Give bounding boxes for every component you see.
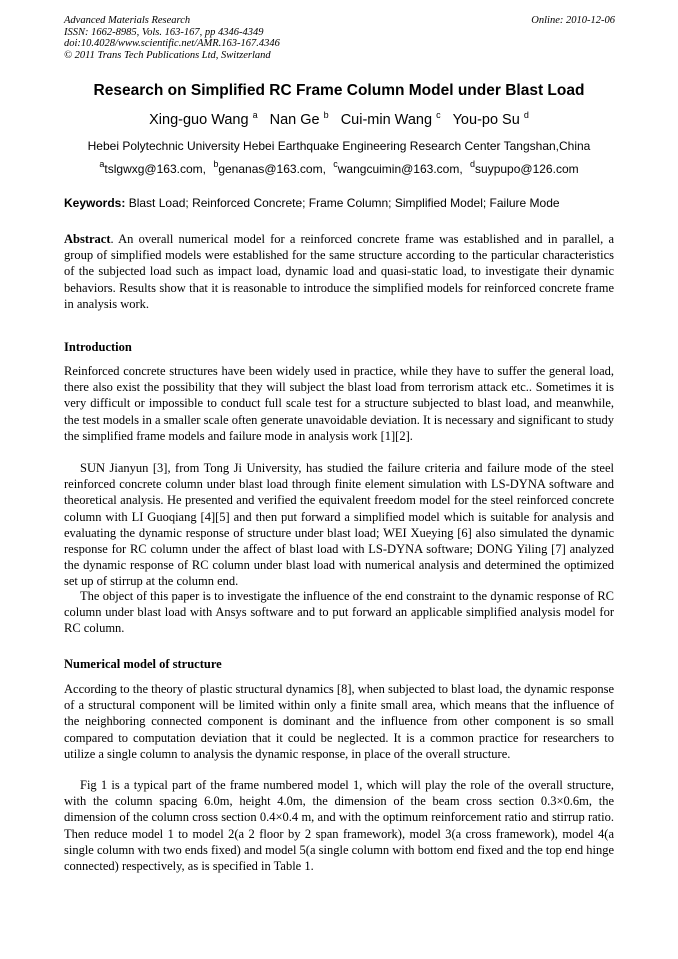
author: Xing-guo Wang $^a$	[149, 110, 258, 128]
email-list	[0, 159, 678, 176]
intro-paragraph-1: Reinforced concrete structures have been widely used in practice, while they have to suffer the general load, there also exist the possibility that they will subject the blast load from terrorism attack etc.. Sometimes it is very difficult or impossible to conduct full scale test for a structure subjected to blast load, and meanwhile, the test models in a smaller scale often generate unavoidable deviation. It is necessary and significant to study the simplified frame models and failure mode in analysis work [1][2].	[64, 364, 614, 443]
copyright-line: © 2011 Trans Tech Publications Ltd, Switzerland	[64, 49, 271, 61]
author: You-po Su $^d$	[452, 110, 529, 128]
intro-paragraph-2: SUN Jianyun [3], from Tong Ji University, has studied the failure criteria and failure mode of the steel reinforced concrete column under blast load through finite element simulation with LS-DYNA software and theoretical analysis. He presented and verified the equivalent freedom model for the steel reinforced concrete column with LI Guoqiang [4][5] and then put forward a simplified model which is suitable for analysis and evaluating the dynamic response of structure under blast load; WEI Xueying [6] also simulated the dynamic response for RC column under the affect of blast load with LS-DYNA software; DONG Yiling [7] analyzed the dynamic response of RC column under blast load with numerical analysis and determined the optimized set up of stirrup at the column end.	[64, 461, 614, 589]
numerical-paragraph-2: Fig 1 is a typical part of the frame numbered model 1, which will play the role of the overall structure, with the column spacing 6.0m, height 4.0m, the dimension of the beam cross section 0.3×0.6m, the dimension of the column cross section 0.4×0.4 m, and with the optimum reinforcement ratio and stirrup ratio. Then reduce model 1 to model 2(a 2 floor by 2 span framework), model 3(a cross framework), model 4(a single column with two ends fixed) and model 5(a single column with bottom end fixed and the top end hinge connected) respectively, as is specified in Table 1.	[64, 778, 614, 874]
email: $^d$suypupo@126.com	[470, 159, 579, 176]
author-list	[0, 112, 678, 128]
issn-line: ISSN: 1662-8985, Vols. 163-167, pp 4346-4349	[64, 26, 264, 38]
journal-name: Advanced Materials Research	[64, 15, 191, 26]
intro-paragraph-3: The object of this paper is to investigate the influence of the end constraint to the dynamic response of RC column under blast load with Ansys software and to put forward an applicable simplified analysis model for RC column.	[64, 589, 614, 636]
author: Cui-min Wang $^c$	[340, 110, 441, 128]
numerical-paragraph-1: According to the theory of plastic structural dynamics [8], when subjected to blast load, the dynamic response of a structural component will be limited within only a finite small area, which means that the influence of the neighboring connected component is dominant and the influence from other component is so small compared to computation deviation that it could be neglected. It is a common practice for researchers to utilize a single column to analysis the dynamic response, in place of the overall structure.	[64, 682, 614, 761]
email: $^b$genanas@163.com,	[213, 159, 326, 176]
affiliation: Hebei Polytechnic University Hebei Earthquake Engineering Research Center Tangshan,China	[87, 139, 591, 153]
abstract-label: Abstract	[64, 232, 111, 246]
author: Nan Ge $^b$	[269, 110, 329, 128]
doi-line: doi:10.4028/www.scientific.net/AMR.163-167.4346	[64, 38, 280, 49]
keywords-text: Blast Load; Reinforced Concrete; Frame Column; Simplified Model; Failure Mode	[128, 196, 560, 210]
email: $^c$wangcuimin@163.com,	[333, 159, 463, 176]
section-heading-numerical-model: Numerical model of structure	[64, 657, 222, 671]
email: $^a$tslgwxg@163.com,	[99, 159, 206, 176]
abstract-text: . An overall numerical model for a reinforced concrete frame was established and in parallel, a group of simplified models were established for the same structure according to the particular characteristics of the subjected load such as impact load, dynamic load and quasi-static load, to investigate their dynamic behaviors. Results show that it is reasonable to introduce the simplified models for reinforced concrete frame in analysis work.	[64, 232, 614, 311]
section-heading-introduction: Introduction	[64, 340, 132, 354]
paper-title: Research on Simplified RC Frame Column Model under Blast Load	[93, 82, 585, 99]
abstract	[64, 231, 614, 312]
online-date: Online: 2010-12-06	[531, 15, 615, 26]
keywords	[64, 196, 616, 210]
keywords-label: Keywords:	[64, 196, 126, 210]
publication-info	[64, 15, 280, 61]
